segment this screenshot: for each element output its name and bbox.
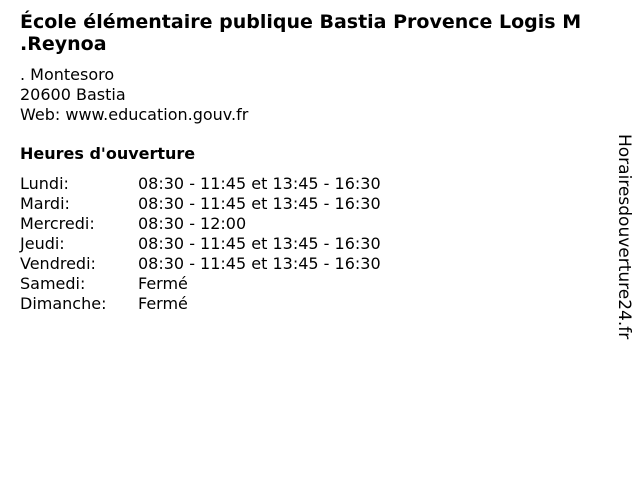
hours-value: Fermé <box>138 294 188 313</box>
hours-row-sunday <box>20 294 381 314</box>
hours-row-monday <box>20 174 381 194</box>
school-name: École élémentaire publique Bastia Provence Logis M .Reynoa <box>20 11 582 55</box>
day-label: Vendredi: <box>20 254 96 273</box>
day-label: Mardi: <box>20 194 70 213</box>
hours-row-saturday <box>20 274 381 294</box>
hours-value: 08:30 - 12:00 <box>138 214 247 233</box>
website: Web: www.education.gouv.fr <box>20 105 249 124</box>
day-label: Lundi: <box>20 174 69 193</box>
day-label: Jeudi: <box>20 234 65 253</box>
address-block <box>20 65 248 125</box>
street-address: . Montesoro <box>20 65 115 84</box>
city-postal-code: 20600 Bastia <box>20 85 126 104</box>
hours-row-friday <box>20 254 381 274</box>
day-label: Samedi: <box>20 274 86 293</box>
opening-hours-table <box>20 174 381 314</box>
hours-row-thursday <box>20 234 381 254</box>
opening-hours-heading: Heures d'ouverture <box>20 144 196 163</box>
watermark-text: Horairesdouverture24.fr <box>614 134 634 340</box>
hours-value: 08:30 - 11:45 et 13:45 - 16:30 <box>138 174 381 193</box>
hours-row-tuesday <box>20 194 381 214</box>
hours-value: 08:30 - 11:45 et 13:45 - 16:30 <box>138 234 381 253</box>
hours-value: Fermé <box>138 274 188 293</box>
site-watermark <box>612 134 636 370</box>
day-label: Dimanche: <box>20 294 107 313</box>
day-label: Mercredi: <box>20 214 95 233</box>
hours-value: 08:30 - 11:45 et 13:45 - 16:30 <box>138 194 381 213</box>
hours-value: 08:30 - 11:45 et 13:45 - 16:30 <box>138 254 381 273</box>
hours-row-wednesday <box>20 214 381 234</box>
